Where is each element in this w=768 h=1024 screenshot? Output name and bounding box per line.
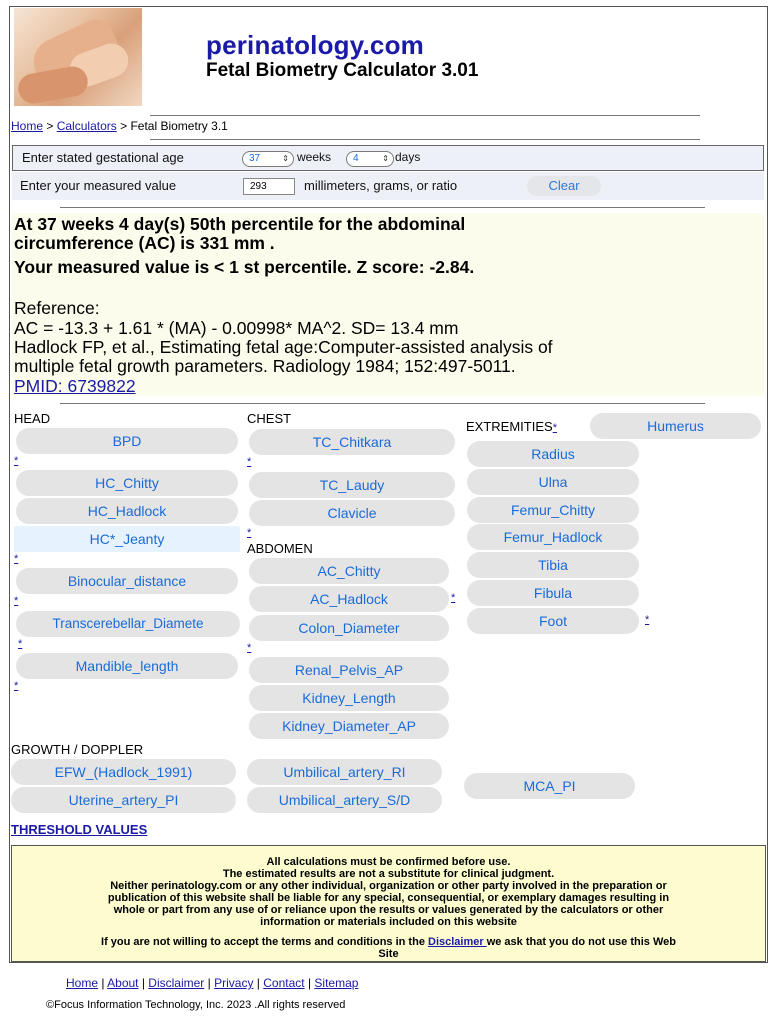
weeks-label: weeks (297, 150, 332, 164)
footer-privacy-link[interactable]: Privacy (214, 976, 254, 990)
section-chest-label: CHEST (247, 411, 292, 426)
hc-chitty-button[interactable]: HC_Chitty (16, 470, 238, 496)
days-value: 4 (353, 153, 359, 164)
breadcrumb-calculators-link[interactable]: Calculators (56, 119, 117, 133)
breadcrumb-home-link[interactable]: Home (11, 119, 44, 133)
umbilical-artery-ri-button[interactable]: Umbilical_artery_RI (247, 759, 442, 785)
kidney-length-button[interactable]: Kidney_Length (249, 685, 449, 711)
gestational-age-row (12, 145, 764, 171)
mandible-length-button[interactable]: Mandible_length (16, 653, 238, 679)
days-select[interactable] (346, 151, 394, 167)
disclaimer-text: All calculations must be confirmed before use. (266, 856, 511, 868)
divider (150, 139, 700, 140)
breadcrumb (11, 119, 228, 133)
disclaimer-text: information or materials included on this website (260, 916, 517, 928)
ac-hadlock-info-link[interactable]: * (451, 592, 456, 604)
colon-info-link[interactable]: * (247, 642, 252, 654)
fibula-button[interactable]: Fibula (467, 580, 639, 606)
disclaimer-text: Neither perinatology.com or any other individual, organization or other party involved in the preparation or (110, 880, 667, 892)
transcerebellar-info-link[interactable]: * (18, 638, 23, 650)
disclaimer-text: whole or part from any use of or reliance upon the results or values generated by the calculators or other (113, 904, 664, 916)
reference-citation: multiple fetal growth parameters. Radiology 1984; 152:497-5011. (14, 356, 516, 376)
bpd-button[interactable]: BPD (16, 428, 238, 454)
footer-nav: Home | About | Disclaimer | Privacy | Contact | Sitemap (66, 976, 359, 990)
foot-button[interactable]: Foot (467, 608, 639, 634)
tc-laudy-button[interactable]: TC_Laudy (249, 472, 455, 498)
tc-chitkara-info-link[interactable]: * (247, 456, 252, 468)
binocular-info-link[interactable]: * (14, 595, 19, 607)
days-label: days (395, 150, 421, 164)
disclaimer-text: publication of this website shall be liable for any special, consequential, or exemplary damages resulting in (107, 892, 670, 904)
measured-value-input[interactable]: 293 (243, 178, 295, 195)
reference-heading: Reference: (14, 298, 100, 318)
umbilical-artery-sd-button[interactable]: Umbilical_artery_S/D (247, 787, 442, 813)
ac-chitty-button[interactable]: AC_Chitty (249, 558, 449, 584)
disclaimer-box (11, 845, 766, 962)
breadcrumb-separator: > (46, 119, 54, 133)
footer-disclaimer-link[interactable]: Disclaimer (148, 976, 205, 990)
site-title-link[interactable]: perinatology.com (206, 30, 424, 60)
results-panel (12, 213, 764, 396)
breadcrumb-current: Fetal Biometry 3.1 (130, 119, 228, 133)
humerus-button[interactable]: Humerus (590, 413, 761, 439)
disclaimer-text: If you are not willing to accept the terms and conditions in the Disclaimer we ask that you do not use this Web (101, 936, 676, 948)
ac-hadlock-button[interactable]: AC_Hadlock (249, 586, 449, 612)
efw-hadlock-button[interactable]: EFW_(Hadlock_1991) (11, 759, 236, 785)
page-title: Fetal Biometry Calculator 3.01 (206, 60, 479, 81)
footer-sitemap-link[interactable]: Sitemap (314, 976, 359, 990)
kidney-diameter-ap-button[interactable]: Kidney_Diameter_AP (249, 713, 449, 739)
mca-pi-button[interactable]: MCA_PI (464, 773, 635, 799)
disclaimer-text: Site (378, 948, 399, 960)
section-abdomen-label: ABDOMEN (247, 541, 313, 556)
foot-info-link[interactable]: * (645, 614, 650, 626)
footer-about-link[interactable]: About (107, 976, 139, 990)
reference-formula: AC = -13.3 + 1.61 * (MA) - 0.00998* MA^2. SD= 13.4 mm (14, 318, 459, 338)
hc-hadlock-button[interactable]: HC_Hadlock (16, 498, 238, 524)
stepper-icon: ⇕ (382, 154, 389, 163)
clavicle-button[interactable]: Clavicle (249, 500, 455, 526)
result-zscore: Your measured value is < 1 st percentile. Z score: -2.84. (14, 257, 475, 277)
reference-citation: Hadlock FP, et al., Estimating fetal age:Computer-assisted analysis of (14, 337, 553, 357)
stepper-icon: ⇕ (282, 154, 289, 163)
disclaimer-link[interactable]: Disclaimer (428, 936, 487, 948)
tc-chitkara-button[interactable]: TC_Chitkara (249, 429, 455, 455)
uterine-artery-pi-button[interactable]: Uterine_artery_PI (11, 787, 236, 813)
mandible-info-link[interactable]: * (14, 680, 19, 692)
clear-button[interactable]: Clear (527, 176, 601, 196)
units-label: millimeters, grams, or ratio (304, 178, 458, 193)
femur-chitty-button[interactable]: Femur_Chitty (467, 497, 639, 523)
disclaimer-text: The estimated results are not a substitute for clinical judgment. (222, 868, 555, 880)
gestational-age-label: Enter stated gestational age (22, 150, 184, 165)
renal-pelvis-ap-button[interactable]: Renal_Pelvis_AP (249, 657, 449, 683)
hc-jeanty-button[interactable]: HC*_Jeanty (14, 526, 240, 552)
logo-image (14, 8, 142, 106)
clavicle-info-link[interactable]: * (247, 527, 252, 539)
copyright: ©Focus Information Technology, Inc. 2023 .All rights reserved (46, 999, 346, 1011)
tibia-button[interactable]: Tibia (467, 552, 639, 578)
divider (150, 115, 700, 116)
ulna-button[interactable]: Ulna (467, 469, 639, 495)
section-head-label: HEAD (14, 411, 51, 426)
section-extremities-label: EXTREMITIES* (466, 419, 557, 434)
divider (60, 403, 705, 404)
measured-value-row (12, 172, 764, 200)
colon-diameter-button[interactable]: Colon_Diameter (249, 615, 449, 641)
measured-value-label: Enter your measured value (20, 178, 177, 193)
transcerebellar-diameter-button[interactable]: Transcerebellar_Diamete (16, 611, 240, 637)
extremities-info-link[interactable]: * (552, 422, 557, 434)
femur-hadlock-button[interactable]: Femur_Hadlock (467, 524, 639, 550)
section-growth-doppler-label: GROWTH / DOPPLER (11, 742, 144, 757)
divider (60, 207, 705, 208)
footer-home-link[interactable]: Home (66, 976, 99, 990)
pmid-link[interactable]: PMID: 6739822 (14, 376, 136, 396)
radius-button[interactable]: Radius (467, 441, 639, 467)
hc-jeanty-info-link[interactable]: * (14, 553, 19, 565)
binocular-distance-button[interactable]: Binocular_distance (16, 568, 238, 594)
bpd-info-link[interactable]: * (14, 455, 19, 467)
breadcrumb-separator: > (120, 119, 128, 133)
result-line-2: circumference (AC) is 331 mm . (14, 233, 275, 253)
weeks-value: 37 (249, 153, 261, 164)
result-line-1: At 37 weeks 4 day(s) 50th percentile for the abdominal (14, 214, 466, 234)
weeks-select[interactable] (242, 151, 294, 167)
footer-contact-link[interactable]: Contact (263, 976, 305, 990)
threshold-values-link[interactable]: THRESHOLD VALUES (11, 822, 148, 837)
